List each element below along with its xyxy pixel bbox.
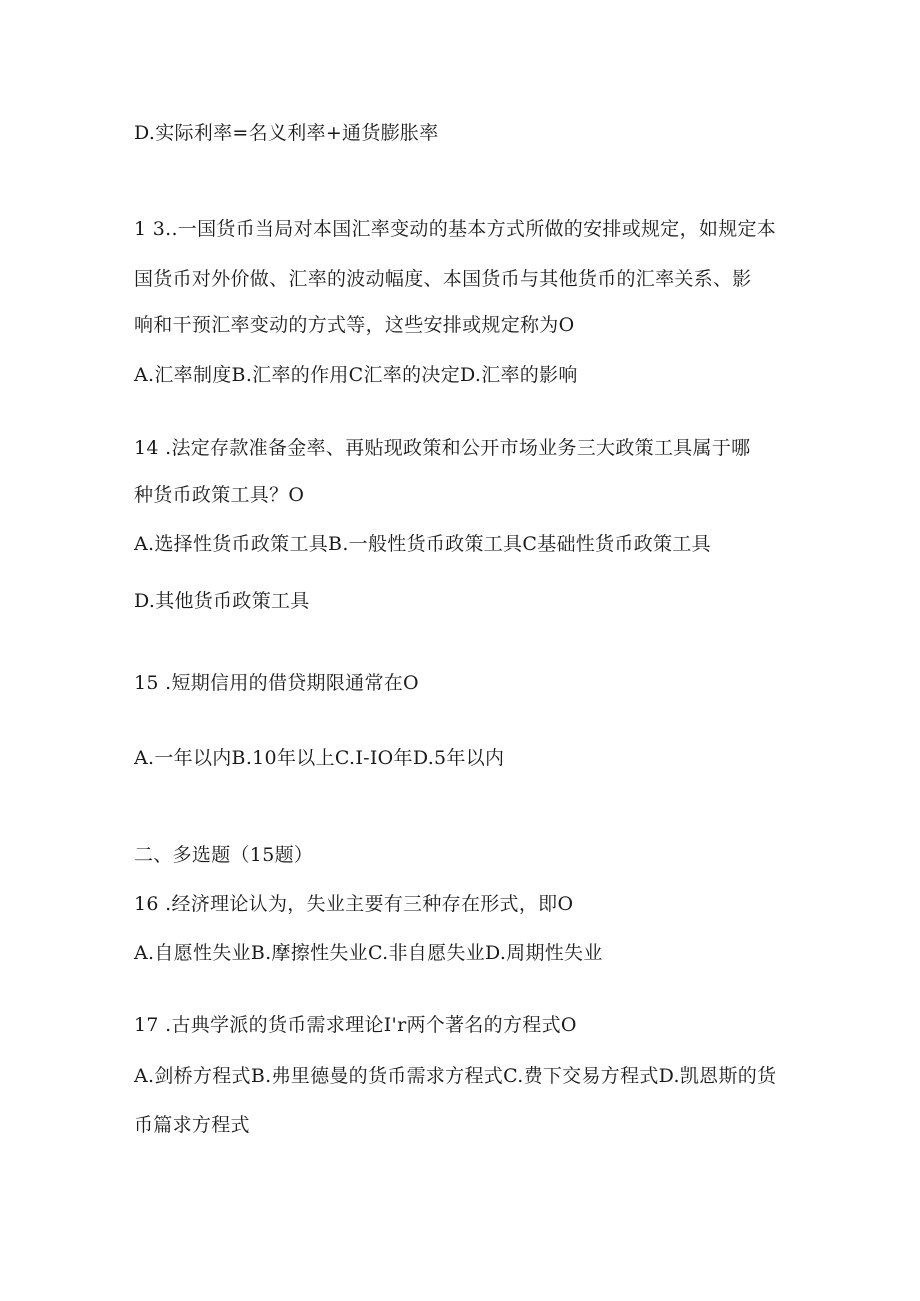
question-16-options: A.自愿性失业B.摩擦性失业C.非自愿失业D.周期性失业: [134, 942, 603, 964]
question-14-options: A.选择性货币政策工具B.一般性货币政策工具C基础性货币政策工具: [134, 533, 711, 555]
question-15-options: A.一年以内B.10年以上C.I-IO年D.5年以内: [134, 747, 505, 769]
option-line-12d: D.实际利率=名义利率+通货膨胀率: [134, 122, 439, 144]
question-14-line-2: 种货币政策工具？O: [134, 484, 305, 506]
question-17-options-line-2: 币篇求方程式: [134, 1114, 250, 1136]
question-16: 16 .经济理论认为，失业主要有三种存在形式，即O: [134, 893, 574, 915]
question-13-options: A.汇率制度B.汇率的作用C汇率的决定D.汇率的影响: [134, 364, 578, 386]
question-13-line-2: 国货币对外价做、汇率的波动幅度、本国货币与其他货币的汇率关系、影: [134, 268, 752, 290]
question-14-option-d: D.其他货币政策工具: [134, 590, 310, 612]
section-heading-multiple-choice: 二、多选题（15题）: [134, 844, 314, 866]
question-15: 15 .短期信用的借贷期限通常在O: [134, 672, 419, 694]
question-17-options-line-1: A.剑桥方程式B.弗里德曼的货币需求方程式C.费下交易方程式D.凯恩斯的货: [134, 1065, 777, 1087]
question-14-line-1: 14 .法定存款准备金率、再贴现政策和公开市场业务三大政策工具属于哪: [134, 437, 751, 459]
question-13-line-3: 响和干预汇率变动的方式等，这些安排或规定称为O: [134, 314, 575, 336]
question-17: 17 .古典学派的货币需求理论I'r两个著名的方程式O: [134, 1014, 577, 1036]
question-13-line-1: 1 3..一国货币当局对本国汇率变动的基本方式所做的安排或规定，如规定本: [134, 218, 777, 240]
